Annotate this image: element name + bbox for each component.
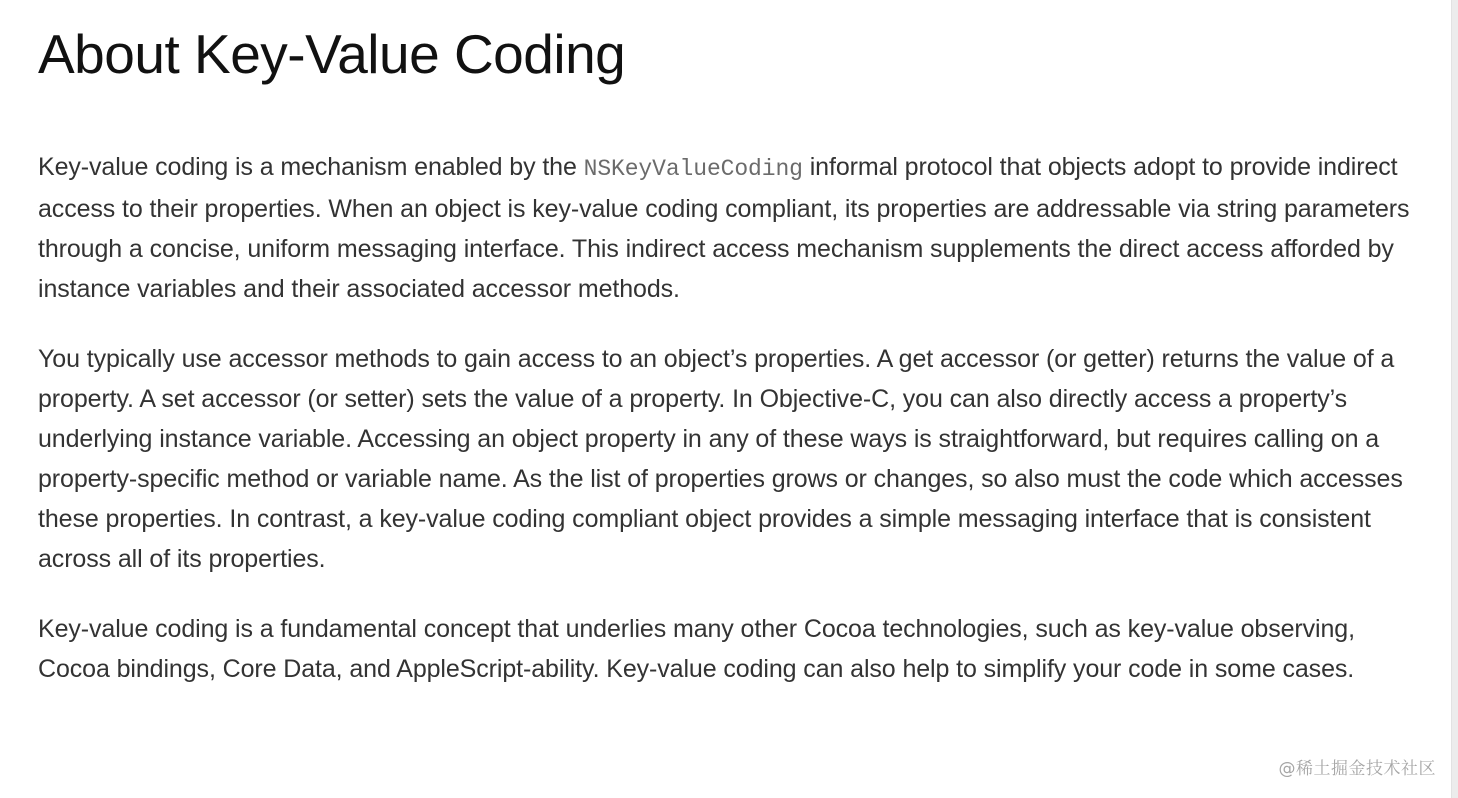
article	[38, 20, 1423, 689]
intro-paragraph	[38, 147, 1423, 309]
scrollbar-track[interactable]	[1451, 0, 1458, 798]
protocol-code-term: NSKeyValueCoding	[583, 156, 803, 182]
accessor-paragraph: You typically use accessor methods to gain access to an object’s properties. A get accessor (or getter) returns the value of a property. A set accessor (or setter) sets the value of a property. In Objective-C, you can also directly access a property’s underlying instance variable. Accessing an object property in any of these ways is straightforward, but requires calling on a property-specific method or variable name. As the list of properties grows or changes, so also must the code which accesses these properties. In contrast, a key-value coding compliant object provides a simple messaging interface that is consistent across all of its properties.	[38, 345, 1403, 573]
page-title: About Key-Value Coding	[38, 23, 626, 85]
intro-paragraph-text-before: Key-value coding is a mechanism enabled by the	[38, 153, 584, 181]
concept-paragraph: Key-value coding is a fundamental concept that underlies many other Cocoa technologies, such as key-value observing, Cocoa bindings, Core Data, and AppleScript-ability. Key-value coding can also help to simplify your code in some cases.	[38, 615, 1355, 683]
watermark-text: @稀土掘金技术社区	[1278, 759, 1436, 779]
intro-paragraph-text-after: informal protocol that objects adopt to provide indirect access to their properties. When an object is key-value coding compliant, its properties are addressable via string parameters through a concise, uniform messaging interface. This indirect access mechanism supplements the direct access afforded by instance variables and their associated accessor methods.	[38, 153, 1410, 303]
